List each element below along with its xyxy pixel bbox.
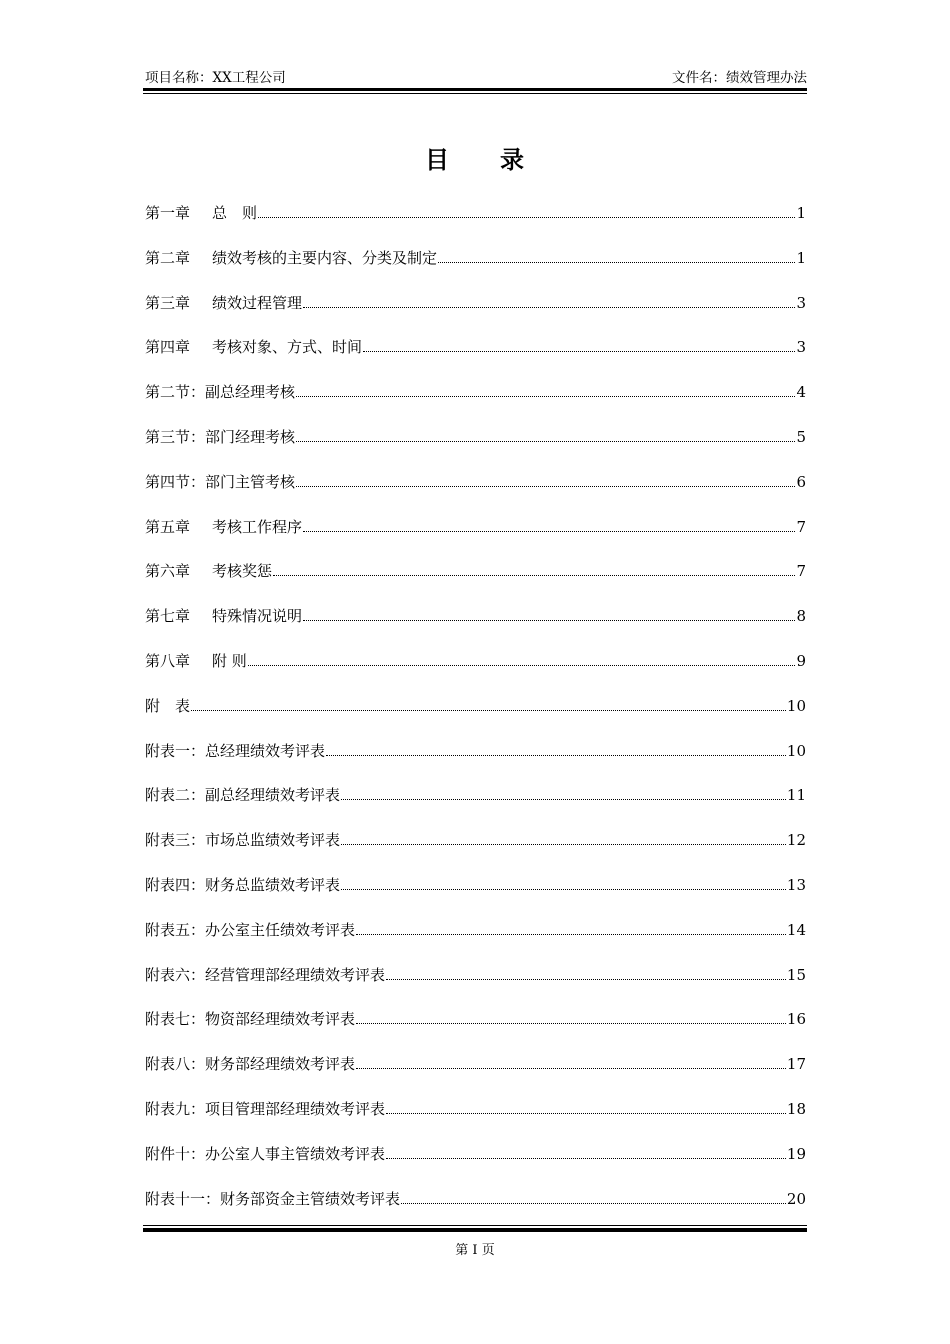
toc-entry-label: [145, 425, 295, 449]
toc-entry-number: 附表七：物资部经理绩效考评表: [145, 1010, 356, 1029]
toc-entry-page: 1: [796, 248, 806, 267]
toc-entry[interactable]: [145, 425, 806, 470]
toc-entry-number: 第八章: [145, 651, 191, 670]
toc-entry[interactable]: [145, 201, 806, 246]
toc-entry-page: 15: [786, 965, 806, 984]
toc-entry-label: [145, 201, 257, 225]
toc-entry-label: [145, 335, 362, 359]
toc-entry-label: [145, 380, 295, 404]
toc-entry-title: 考核奖惩: [212, 562, 273, 581]
toc-entry-number: 附表六：经营管理部经理绩效考评表: [145, 965, 386, 984]
toc-entry[interactable]: [145, 1097, 806, 1142]
toc-entry[interactable]: [145, 335, 806, 380]
toc-leader-dots: [273, 574, 795, 576]
toc-entry-label: [145, 470, 295, 494]
toc-entry[interactable]: [145, 1052, 806, 1097]
toc-leader-dots: [341, 798, 786, 800]
toc-title-part1: 目: [425, 145, 450, 174]
toc-entry-number: 第一章: [145, 204, 191, 222]
toc-entry-label: [145, 1007, 355, 1031]
toc-entry-title: 绩效考核的主要内容、分类及制定: [212, 248, 438, 267]
footer-rule-thin: [143, 1225, 807, 1226]
toc-entry-number: 附件十：办公室人事主管绩效考评表: [145, 1144, 386, 1163]
toc-entry[interactable]: [145, 828, 806, 873]
toc-entry-label: [145, 515, 302, 539]
toc-entry-page: 12: [786, 831, 806, 850]
toc-leader-dots: [356, 933, 786, 935]
toc-entry-label: [145, 291, 302, 315]
toc-entry[interactable]: [145, 873, 806, 918]
toc-entry[interactable]: [145, 604, 806, 649]
page-number: 第 I 页: [455, 1243, 495, 1258]
toc-entry-number: 附表十一：财务部资金主管绩效考评表: [145, 1189, 401, 1208]
toc-entry-number: 附表一：总经理绩效考评表: [145, 741, 326, 760]
toc-entry-label: [145, 1052, 355, 1076]
toc-entry-page: 8: [796, 607, 806, 626]
toc-entry-page: 3: [796, 293, 806, 312]
toc-entry-title: 特殊情况说明: [212, 607, 303, 626]
toc-entry[interactable]: [145, 739, 806, 784]
toc-entry-number: 第二节：副总经理考核: [145, 383, 296, 402]
toc-leader-dots: [296, 440, 795, 442]
page-header: [145, 66, 807, 86]
toc-entry-page: 13: [786, 875, 806, 894]
toc-leader-dots: [258, 216, 795, 218]
toc-leader-dots: [303, 530, 795, 532]
toc-entry-number: 第二章: [145, 248, 191, 267]
toc-entry-title: 附 则: [212, 651, 247, 670]
toc-leader-dots: [303, 306, 795, 308]
toc-entry-page: 11: [786, 786, 806, 805]
toc-entry-title: 总 则: [212, 204, 258, 222]
toc-entry-label: [145, 918, 355, 942]
toc-leader-dots: [401, 1202, 786, 1204]
footer-rule-thick: [143, 1228, 807, 1232]
toc-leader-dots: [363, 350, 795, 352]
toc-entry-page: 17: [786, 1055, 806, 1074]
header-rule-thick: [143, 88, 807, 91]
toc-entry[interactable]: [145, 470, 806, 515]
toc-entry-label: [145, 559, 272, 583]
toc-entry-number: 第三章: [145, 293, 191, 312]
toc-entry[interactable]: [145, 515, 806, 560]
toc-entry-label: [145, 604, 302, 628]
toc-entry-page: 9: [796, 651, 806, 670]
toc-entry-label: [145, 1097, 385, 1121]
header-file-name: 文件名：绩效管理办法: [672, 70, 807, 86]
toc-leader-dots: [326, 754, 786, 756]
toc-entry[interactable]: [145, 963, 806, 1008]
toc-entry-number: 第四节：部门主管考核: [145, 472, 296, 491]
toc-leader-dots: [296, 395, 795, 397]
toc-entry-label: [145, 694, 190, 718]
toc-entry[interactable]: [145, 694, 806, 739]
toc-entry-page: 5: [796, 427, 806, 446]
toc-entry-page: 6: [796, 472, 806, 491]
toc-leader-dots: [248, 664, 796, 666]
table-of-contents: [145, 201, 806, 1231]
toc-entry-page: 7: [796, 562, 806, 581]
toc-title-part2: 录: [500, 145, 525, 174]
toc-entry-page: 19: [786, 1144, 806, 1163]
toc-entry-title: 考核工作程序: [212, 517, 303, 536]
toc-entry[interactable]: [145, 1142, 806, 1187]
toc-entry-number: 第五章: [145, 517, 191, 536]
toc-entry[interactable]: [145, 559, 806, 604]
toc-leader-dots: [296, 485, 795, 487]
toc-entry-title: 绩效过程管理: [212, 293, 303, 312]
toc-entry-number: 附表八：财务部经理绩效考评表: [145, 1055, 356, 1074]
toc-entry-number: 第七章: [145, 607, 191, 626]
toc-entry-page: 10: [786, 696, 806, 715]
toc-entry-label: [145, 873, 340, 897]
toc-leader-dots: [356, 1022, 786, 1024]
toc-leader-dots: [341, 843, 786, 845]
toc-entry-page: 18: [786, 1099, 806, 1118]
toc-entry-page: 16: [786, 1010, 806, 1029]
toc-entry-title: 考核对象、方式、时间: [212, 338, 363, 357]
header-project-name: 项目名称：XX工程公司: [145, 70, 286, 86]
toc-leader-dots: [386, 1112, 786, 1114]
toc-entry[interactable]: [145, 380, 806, 425]
toc-leader-dots: [341, 888, 786, 890]
toc-entry-label: [145, 828, 340, 852]
toc-leader-dots: [438, 261, 795, 263]
toc-entry-page: 14: [786, 920, 806, 939]
toc-entry-label: [145, 963, 385, 987]
toc-entry-number: 附表三：市场总监绩效考评表: [145, 831, 341, 850]
toc-entry-number: 附表九：项目管理部经理绩效考评表: [145, 1099, 386, 1118]
toc-entry[interactable]: [145, 291, 806, 336]
toc-leader-dots: [191, 709, 786, 711]
toc-entry-label: [145, 649, 247, 673]
toc-leader-dots: [356, 1067, 786, 1069]
toc-entry-number: 第六章: [145, 562, 191, 581]
toc-entry-page: 7: [796, 517, 806, 536]
toc-entry-number: 附表二：副总经理绩效考评表: [145, 786, 341, 805]
toc-entry-number: 第三节：部门经理考核: [145, 427, 296, 446]
toc-entry-page: 1: [796, 204, 806, 222]
toc-entry-number: 附表五：办公室主任绩效考评表: [145, 920, 356, 939]
toc-entry-page: 3: [796, 338, 806, 357]
toc-leader-dots: [303, 619, 795, 621]
toc-entry-number: 第四章: [145, 338, 191, 357]
toc-entry-label: [145, 783, 340, 807]
toc-leader-dots: [386, 978, 786, 980]
toc-entry[interactable]: [145, 649, 806, 694]
toc-entry[interactable]: [145, 918, 806, 963]
header-rule-thin: [143, 93, 807, 94]
toc-entry-label: [145, 1187, 400, 1211]
toc-entry-number: 附 表: [145, 696, 191, 715]
toc-entry-label: [145, 739, 325, 763]
toc-entry[interactable]: [145, 1007, 806, 1052]
toc-entry-label: [145, 1142, 385, 1166]
toc-entry-label: [145, 246, 437, 270]
toc-entry-page: 10: [786, 741, 806, 760]
toc-entry-page: 4: [796, 383, 806, 402]
toc-entry-number: 附表四：财务总监绩效考评表: [145, 875, 341, 894]
toc-entry[interactable]: [145, 246, 806, 291]
toc-entry-page: 20: [786, 1189, 806, 1208]
toc-entry[interactable]: [145, 783, 806, 828]
toc-title: [0, 140, 950, 175]
toc-leader-dots: [386, 1157, 786, 1159]
